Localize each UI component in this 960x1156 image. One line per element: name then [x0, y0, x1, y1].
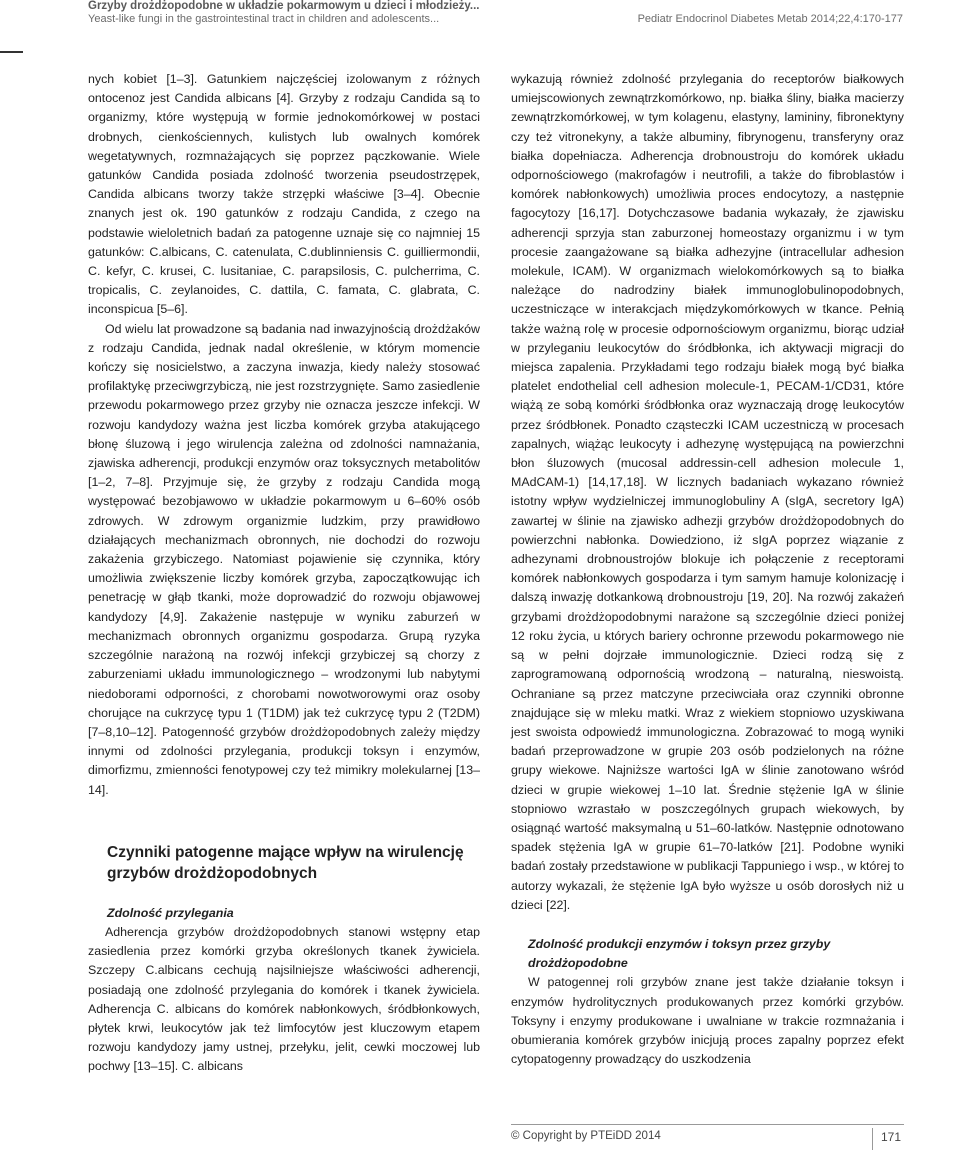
right-column [511, 70, 904, 1069]
paragraph: W patogennej roli grzybów znane jest także działanie toksyn i enzymów hydrolitycznych produkowanych przez komórki grzybów. Toksyny i enzymy produkowane i uwalniane w trakcie rozmnażania i obumierania komórek grzybów inicjują proces zapalny poprzez efekt cytopatogenny prowadzący do uszkodzenia [511, 975, 904, 1067]
left-column [88, 70, 480, 1077]
header-rule [0, 51, 23, 53]
subsection-heading: Zdolność produkcji enzymów i toksyn przez grzyby drożdżopodobne [528, 936, 831, 971]
paragraph: Adherencja grzybów drożdżopodobnych stanowi wstępny etap zasiedlenia przez komórki grzyba określonych tkanek żywiciela. Szczepy C.albicans cechują najsilniejsze właściwości adherencji, posiadają one zdolność przylegania do komórek i tkanek żywiciela. Adherencja C. albicans do komórek nabłonkowych, śródbłonkowych, płytek krwi, leukocytów jak też limfocytów jest kluczowym etapem rozwoju kandydozy jamy ustnej, przełyku, jelit, cewki moczowej lub pochwy [13–15]. C. albicans [88, 924, 480, 1074]
paragraph: wykazują również zdolność przylegania do receptorów białkowych umiejscowionych zewnątrzkomórkowo, np. białka śliny, białka macierzy zewnątrzkomórkowej, w tym kolagenu, elastyny, lamininy, fibronektyny czy też vitronekyny, a także albuminy, fibrynogenu, transferyny oraz białka dopełniacza. Adherencja drobnoustroju do komórek układu odpornościowego (makrofagów i neutrofili, a także do fibroblastów i komórek nabłonkowych) umożliwia proces endocytozy, a następnie fagocytozy [16,17]. Dotychczasowe badania wykazały, że zjawisku adherencji sprzyja stan zaburzonej homeostazy organizmu i w tym procesie zaangażowane są białka adhezyjne (intracellular adhesion molekule, ICAM). W organizmach wielokomórkowych są to białka należące do nadrodziny białek immunoglobulinopodobnych, uczestniczące w interakcjach międzykomórkowych w tkance. Pełnią także ważną rolę w procesie odpornościowym organizmu, biorąc udział w przyleganiu leukocytów do śródbłonka, ich aktywacji migracji do miejsca zapalenia. Przykładami tego rodzaju białek mogą być białka platelet endothelial cell adhesion molecule-1, PECAM-1/CD31, które wiążą ze sobą komórki śródbłonka oraz wyznaczają drogę leukocytów przez śródbłonek. Ponadto cząsteczki ICAM uczestniczą w procesach zapalnych, wiążąc leukocyty i adhezynę występującą na powierzchni błon śluzowych (mucosal addressin-cell adhesion molecule 1, MAdCAM-1) [14,17,18]. W licznych badaniach wykazano również istotny wpływ wydzielniczej immunoglobuliny A (sIgA, secretory IgA) zawartej w ślinie na zjawisko adhezji grzybów drożdżopodobnych do powierzchni nabłonka. Dowiedziono, iż sIgA poprzez wiązanie z adhezynami drobnoustrojów blokuje ich połączenie z receptorami komórek nabłonkowych gospodarza i tym samym hamuje kolonizację i dalszą inwazję dotkankową drobnoustroju [19, 20]. Na rozwój zakażeń grzybami drożdżopodobnymi narażone są szczególnie dzieci poniżej 12 roku życia, u których bariery ochronne przewodu pokarmowego nie są w pełni dojrzałe immunologicznie. Dzieci rodzą się z zaprogramowaną odpornością wrodzoną – naturalną, nieswoistą. Ochraniane są przez matczyne przeciwciała oraz czynniki obronne znajdujące się w mleku matki. Wraz z wiekiem stopniowo uzyskiwana jest swoista odpowiedź immunologiczna. Zobrazować to mogą wyniki badań przeprowadzone w grupie 203 osób podzielonych na różne grupy wiekowe. Najniższe wartości IgA w ślinie zanotowano wśród dzieci w grupie wiekowej 1–10 lat. Średnie stężenie IgA w ślinie stopniowo wzrastało w poszczególnych grupach wiekowych, by osiągnąć wartość maksymalną u 51–60-latków. Następnie odnotowano spadek stężenia IgA w grupie 61–70-latków [21]. Podobne wyniki badań zostały przedstawione w publikacji Tappuniego i wsp., w której to autorzy wykazali, że stężenie IgA było wyższe u osób dorosłych niż u dzieci [22]. [511, 72, 904, 912]
section-heading: Czynniki patogenne mające wpływ na wirulencję grzybów drożdżopodobnych [107, 843, 464, 882]
running-subtitle: Yeast-like fungi in the gastrointestinal tract in children and adolescents... [88, 13, 440, 25]
page-number-divider [872, 1128, 873, 1150]
paragraph: Od wielu lat prowadzone są badania nad inwazyjnością drożdżaków z rodzaju Candida, jednak nadal określenie, w którym momencie kończy się nosicielstwo, a zaczyna inwazja, kiedy należy stosować profilaktykę przeciwgrzybiczą, nie jest rozstrzygnięte. Samo zasiedlenie przewodu pokarmowego przez grzyby nie oznacza jeszcze infekcji. W rozwoju kandydozy ważna jest liczba komórek grzyba atakującego błonę śluzową i jego wirulencja zależna od zdolności namnażania, zjawiska adherencji, produkcji enzymów oraz toksycznych metabolitów [1–2, 7–8]. Przyjmuje się, że grzyby z rodzaju Candida mogą występować bezobjawowo w układzie pokarmowym u 6–60% osób zdrowych. W zdrowym organizmie ludzkim, przy prawidłowo działających mechanizmach obronnych, nie dochodzi do rozwoju zakażenia grzybiczego. Natomiast pojawienie się czynnika, który umożliwia zwiększenie liczby komórek grzyba, zapoczątkowując ich penetrację w głąb tkanki, może doprowadzić do rozwoju objawowej kandydozy [4,9]. Zakażenie następuje w wyniku zaburzeń w mechanizmach obronnych organizmu gospodarza. Grupą ryzyka szczególnie narażoną na rozwój infekcji grzybiczej są chorzy z zaburzeniami układu immunologicznego – wrodzonymi lub nabytymi niedoborami odporności, z chorobami nowotworowymi oraz osoby chorujące na cukrzycę typu 1 (T1DM) jak też cukrzycę typu 2 (T2DM) [7–8,10–12]. Patogenność grzybów drożdżopodobnych zależy między innymi od zdolności przylegania, produkcji toksyn i enzymów, dimorfizmu, zmienności fenotypowej czy też mimikry molekularnej [13–14]. [88, 321, 480, 797]
page-number: 171 [881, 1130, 902, 1144]
paragraph: nych kobiet [1–3]. Gatunkiem najczęściej izolowanym z różnych ontocenoz jest Candida albicans [4]. Grzyby z rodzaju Candida są to organizmy, które występują w formie jednokomórkowej w postaci drobnych, cienkościennych, kulistych lub owalnych komórek wegetatywnych, rozmnażających się poprzez pączkowanie. Wiele gatunków Candida posiada zdolność tworzenia pseudostrzępek, Candida albicans tworzy także strzępki właściwe [3–4]. Obecnie znanych jest ok. 190 gatunków z rodzaju Candida, z czego na podstawie wieloletnich badań za patogenne uznaje się co najmniej 15 gatunków: C.albicans, C. catenulata, C.dublinniensis C. guilliermondii, C. kefyr, C. krusei, C. lusitaniae, C. parapsilosis, C. pulcherrima, C. tropicalis, C. zeylanoides, C. dattila, C. famata, C. glabrata, C. inconspicua [5–6]. [88, 72, 480, 317]
copyright: © Copyright by PTEiDD 2014 [511, 1130, 661, 1142]
running-title: Grzyby drożdżopodobne w układzie pokarmowym u dzieci i młodzieży... [88, 0, 480, 12]
subsection-heading: Zdolność przylegania [107, 905, 234, 920]
footer-rule [511, 1124, 904, 1125]
journal-citation: Pediatr Endocrinol Diabetes Metab 2014;22,4:170-177 [637, 13, 903, 25]
